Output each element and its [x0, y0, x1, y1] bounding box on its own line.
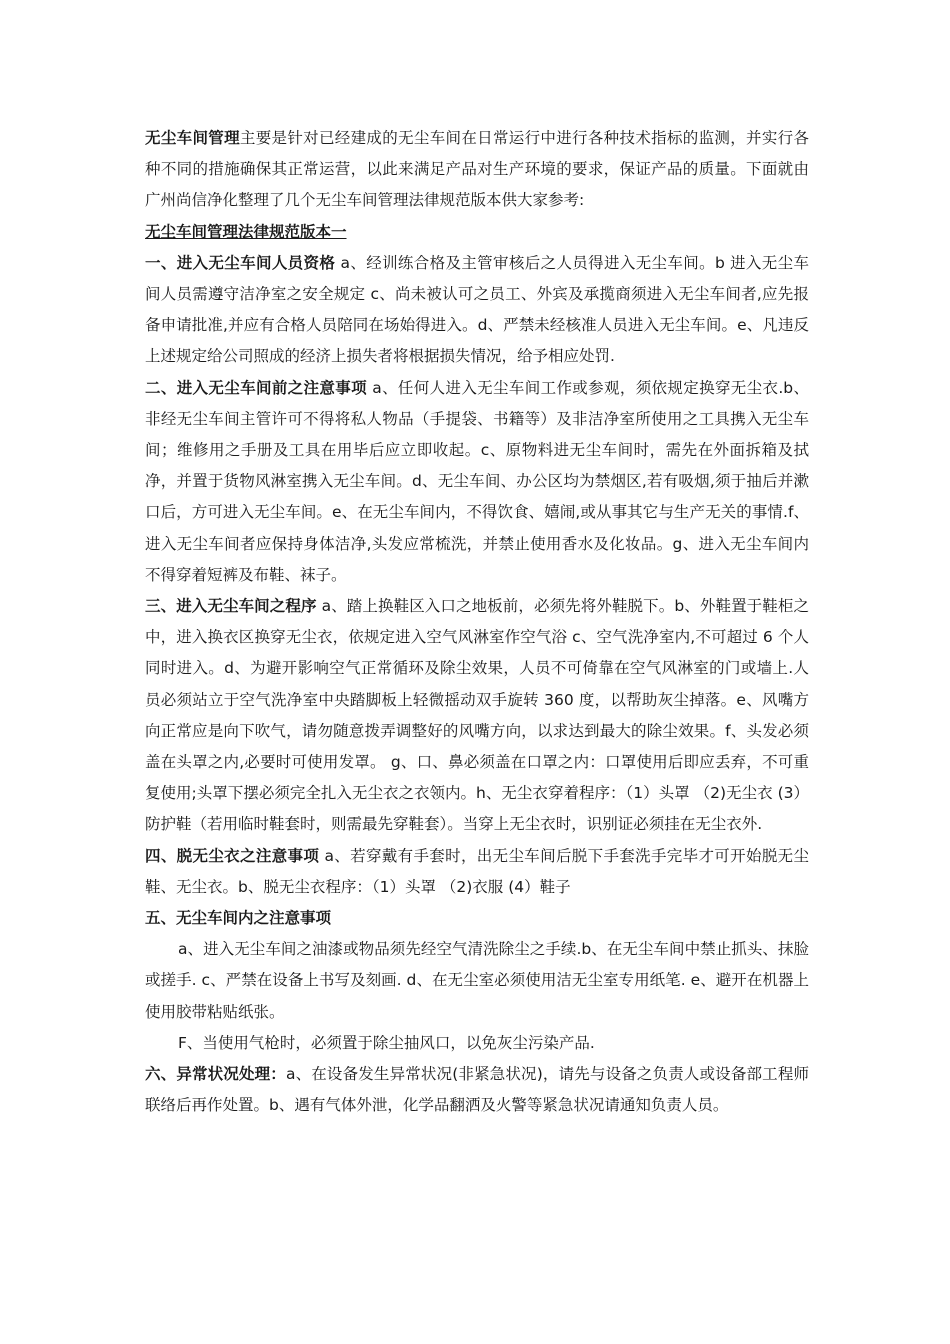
section-5-paragraph-1: a、进入无尘车间之油漆或物品须先经空气清洗除尘之手续.b、在无尘车间中禁止抓头、抹脸或搓手. c、严禁在设备上书写及刻画. d、在无尘室必须使用洁无尘室专用纸笔. e、避开在机器上使用胶带粘贴纸张。 — [145, 940, 809, 1021]
section-3-text: a、踏上换鞋区入口之地板前，必须先将外鞋脱下。b、外鞋置于鞋柜之中，进入换衣区换穿无尘衣，依规定进入空气风淋室作空气浴 c、空气洗净室内,不可超过 6 个人同时进入。d、为避开影响空气正常循环及除尘效果，人员不可倚靠在空气风淋室的门或墙上.人员必须站立于空气洗净室中央踏脚板上轻微摇动双手旋转 360 度，以帮助灰尘掉落。e、风嘴方向正常应是向下吹气，请勿随意拨弄调整好的风嘴方向，以求达到最大的除尘效果。f、头发必须盖在头罩之内,必要时可使用发罩。 g、口、鼻必须盖在口罩之内：口罩使用后即应丢弃，不可重复使用;头罩下摆必须完全扎入无尘衣之衣领内。h、无尘衣穿着程序：（1）头罩 （2)无尘衣 (3）防护鞋（若用临时鞋套时，则需最先穿鞋套）。当穿上无尘衣时，识别证必须挂在无尘衣外. — [145, 597, 809, 834]
section-4 — [145, 841, 809, 903]
section-2-heading: 二、进入无尘车间前之注意事项 — [145, 378, 367, 397]
section-2 — [145, 373, 809, 591]
section-6 — [145, 1059, 809, 1121]
section-1-heading: 一、进入无尘车间人员资格 — [145, 253, 336, 272]
section-3-heading: 三、进入无尘车间之程序 — [145, 597, 317, 616]
section-6-text: a、在设备发生异常状况(非紧急状况)，请先与设备之负责人或设备部工程师联络后再作处置。b、遇有气体外泄，化学品翻洒及火警等紧急状况请通知负责人员。 — [145, 1065, 809, 1115]
section-6-heading: 六、异常状况处理： — [145, 1065, 286, 1084]
intro-text: 主要是针对已经建成的无尘车间在日常运行中进行各种技术指标的监测，并实行各种不同的措施确保其正常运营，以此来满足产品对生产环境的要求，保证产品的质量。下面就由广州尚信净化整理了几个无尘车间管理法律规范版本供大家参考: — [145, 129, 809, 210]
section-2-text: a、任何人进入无尘车间工作或参观，须依规定换穿无尘衣.b、非经无尘车间主管许可不得将私人物品（手提袋、书籍等）及非洁净室所使用之工具携入无尘车间；维修用之手册及工具在用毕后应立即收起。c、原物料进无尘车间时，需先在外面拆箱及拭净，并置于货物风淋室携入无尘车间。d、无尘车间、办公区均为禁烟区,若有吸烟,须于抽后并漱口后，方可进入无尘车间。e、在无尘车间内，不得饮食、嬉闹,或从事其它与生产无关的事情.f、进入无尘车间者应保持身体洁净,头发应常梳洗，并禁止使用香水及化妆品。g、进入无尘车间内不得穿着短裤及布鞋、袜子。 — [145, 378, 809, 584]
document-body — [145, 123, 809, 1122]
section-3 — [145, 591, 809, 841]
section-1-text: a、经训练合格及主管审核后之人员得进入无尘车间。b 进入无尘车间人员需遵守洁净室之安全规定 c、尚未被认可之员工、外宾及承揽商须进入无尘车间者,应先报备申请批准,并应有合格人员陪同在场始得进入。d、严禁未经核准人员进入无尘车间。e、凡违反上述规定给公司照成的经济上损失者将根据损失情况，给予相应处罚. — [145, 253, 809, 366]
intro-bold-term: 无尘车间管理 — [145, 129, 240, 147]
section-5-heading-paragraph — [145, 903, 809, 934]
section-4-heading: 四、脱无尘衣之注意事项 — [145, 846, 320, 865]
section-5-heading: 五、无尘车间内之注意事项 — [145, 909, 332, 928]
section-4-text: a、若穿戴有手套时，出无尘车间后脱下手套洗手完毕才可开始脱无尘鞋、无尘衣。b、脱无尘衣程序：（1）头罩 （2)衣服 (4）鞋子 — [145, 846, 809, 896]
version-title: 无尘车间管理法律规范版本一 — [145, 222, 347, 241]
version-title-paragraph — [145, 217, 809, 248]
section-1 — [145, 248, 809, 373]
section-5-paragraph-2: F、当使用气枪时，必须置于除尘抽风口，以免灰尘污染产品. — [178, 1033, 595, 1052]
intro-paragraph — [145, 123, 809, 217]
